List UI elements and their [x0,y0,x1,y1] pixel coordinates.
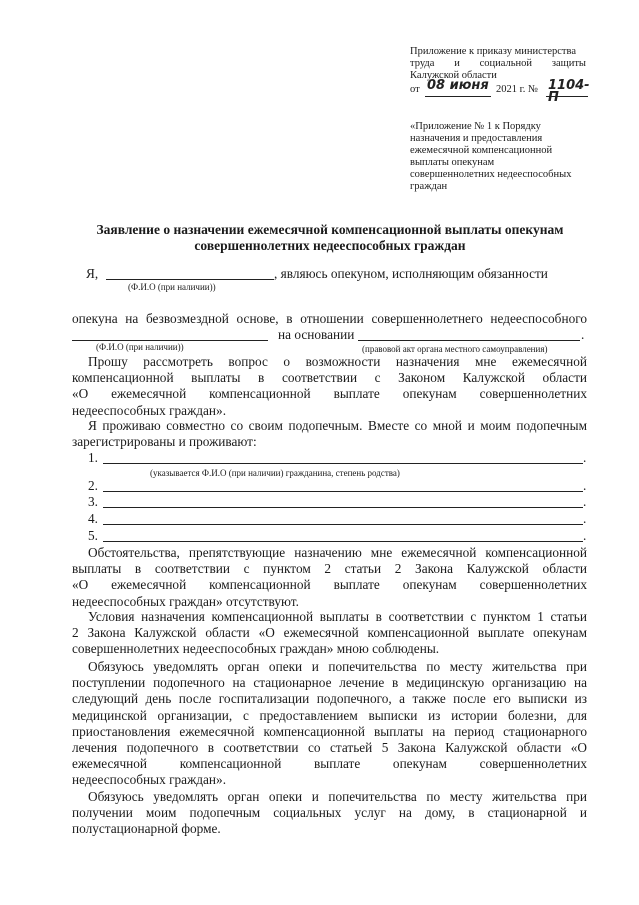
guardian-line: опекуна на безвозмездной основе, в отношении совершеннолетнего недееспособного [72,311,587,326]
ward-basis-line: на основании . [72,327,587,345]
document-title: Заявление о назначении ежемесячной компенсационной выплаты опекунам совершеннолетних недееспособных граждан [96,222,564,253]
resident-3: 3. . [88,494,587,509]
ward-fio-hint: (Ф.И.О (при наличии)) [96,342,184,352]
applicant-line: Я, , являюсь опекуном, исполняющим обязанности [86,266,548,281]
resident-3-field[interactable] [103,507,583,508]
order-date-handwritten: 08 июня [427,78,489,93]
ward-name-field[interactable] [72,340,268,341]
circumstances-paragraph: Обстоятельства, препятствующие назначению мне ежемесячной компенсационной выплаты в соответствии с пунктом 2 статьи 2 Закона Калужской области «О ежемесячной компенсационной выплате опекунам совершеннолетних недееспособных граждан» отсутствуют. [72,545,587,609]
resident-5: 5. . [88,528,587,543]
procedure-note: «Приложение № 1 к Порядку назначения и предоставления ежемесячной компенсационной выплаты опекунам совершеннолетних недееспособных граждан [410,121,572,192]
resident-1: 1. . [88,450,587,465]
resident-2: 2. . [88,478,587,493]
appendix-line-1: Приложение к приказу министерства [410,46,576,57]
resident-4-field[interactable] [103,524,583,525]
resident-4: 4. . [88,511,587,526]
legal-act-field[interactable] [358,340,580,341]
legal-act-hint: (правовой акт органа местного самоуправления) [362,344,548,354]
appendix-line-3: Калужской области [410,70,497,81]
living-paragraph: Я проживаю совместно со своим подопечным. Вместе со мной и моим подопечным зарегистрированы и проживают: [72,418,587,450]
order-line: от 08 июня 2021 г. № 1104-П [410,78,590,105]
order-number-handwritten: 1104-П [548,78,590,105]
conditions-paragraph: Условия назначения компенсационной выплаты в соответствии с пунктом 1 статьи 2 Закона Калужской области «О ежемесячной компенсационной выплате опекунам совершеннолетних недееспособных граждан» мною соблюдены. [72,609,587,657]
resident-2-field[interactable] [103,491,583,492]
resident-hint: (указывается Ф.И.О (при наличии) гражданина, степень родства) [150,468,400,478]
appendix-line-2: труда и социальной защиты [410,58,586,69]
applicant-name-field[interactable] [106,279,274,280]
obligation-hospital-paragraph: Обязуюсь уведомлять орган опеки и попечительства по месту жительства при поступлении подопечного на стационарное лечение в медицинскую организацию на следующий день после госпитализации подопечного, а также после его выписки из медицинской организации, с предоставлением выписки из истории болезни, для приостановления ежемесячной компенсационной выплаты на период стационарного лечения подопечного в соответствии со статьей 5 Закона Калужской области «О ежемесячной компенсационной выплате опекунам совершеннолетних недееспособных граждан». [72,659,587,788]
obligation-social-services-paragraph: Обязуюсь уведомлять орган опеки и попечительства по месту жительства при получении моим подопечным социальных услуг на дому, в стационарной и полустационарной форме. [72,789,587,837]
applicant-fio-hint: (Ф.И.О (при наличии)) [128,282,216,292]
request-paragraph: Прошу рассмотреть вопрос о возможности назначения мне ежемесячной компенсационной выплаты в соответствии с Законом Калужской области «О ежемесячной компенсационной выплате опекунам совершеннолетних недееспособных граждан». [72,354,587,418]
appendix-header [410,46,590,105]
resident-1-field[interactable] [103,463,583,464]
resident-5-field[interactable] [103,541,583,542]
